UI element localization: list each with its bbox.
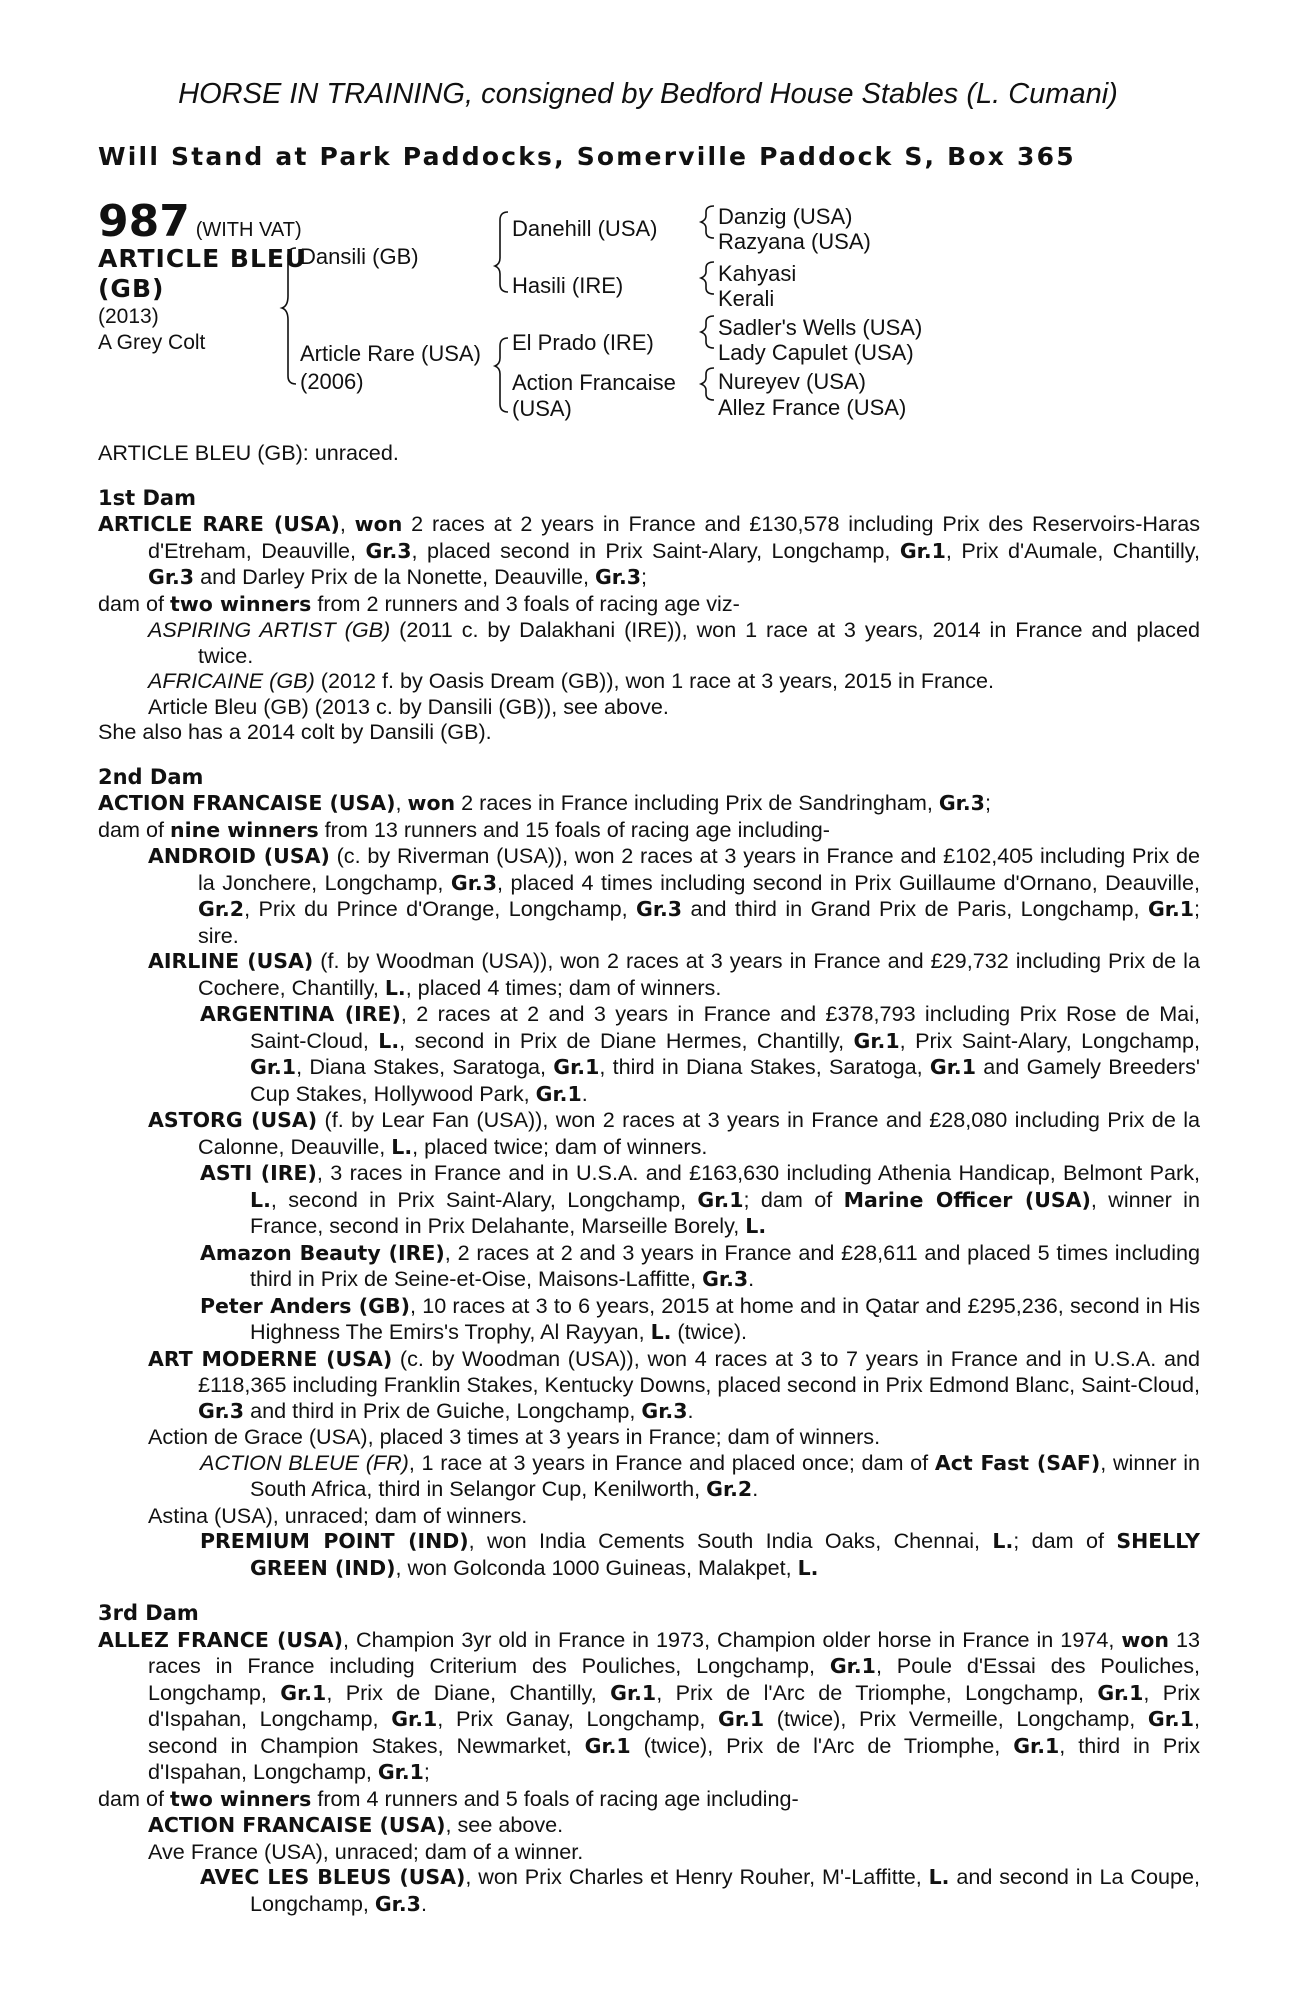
bold-text: Gr.3	[374, 1891, 421, 1916]
stand-location: Will Stand at Park Paddocks, Somerville Paddock S, Box 365	[98, 142, 1076, 171]
bold-text: Gr.3	[148, 565, 195, 589]
bold-text: two winners	[170, 1786, 312, 1811]
pedigree-dam-dam: Action Francaise	[512, 370, 676, 395]
text-run: ,	[395, 790, 408, 815]
text-run: 13 races in France including Criterium des Pouliches, Longchamp,	[148, 1626, 1200, 1678]
bold-text: nine winners	[170, 817, 319, 842]
pedigree-dam-year: (2006)	[300, 369, 364, 394]
bold-text: ART MODERNE (USA)	[148, 1346, 393, 1371]
text-run: .	[687, 1397, 694, 1423]
text-run: , second in Prix de Diane Hermes, Chantilly,	[399, 1027, 854, 1053]
produce-entry	[98, 668, 1200, 694]
text-run: ; dam of	[1013, 1528, 1117, 1553]
text-run: 2 races at 2 years in France and £130,578 including Prix des Reservoirs-Haras d'Etreham, Deauville,	[148, 511, 1200, 563]
bold-text: ACTION FRANCAISE (USA)	[98, 791, 396, 815]
text-run: (c. by Woodman (USA)), won 4 races at 3 to 7 years in France and in U.S.A. and £118,365 including Franklin Stakes, Kentucky Downs, placed second in Prix Edmond Blanc, Saint-Cloud,	[198, 1345, 1200, 1397]
text-run: , won Prix Charles et Henry Rouher, M'-Laffitte,	[465, 1864, 929, 1889]
text-run: , Prix de Diane, Chantilly,	[326, 1679, 611, 1705]
horse-description: A Grey Colt	[98, 331, 206, 354]
bold-text: L.	[928, 1865, 950, 1889]
produce-entry	[98, 1528, 1200, 1581]
text-run: (c. by Riverman (USA)), won 2 races at 3 years in France and £102,405 including Prix de la Jonchere, Longchamp,	[198, 843, 1200, 895]
dam-entry	[98, 790, 1200, 817]
text-run: (f. by Lear Fan (USA)), won 2 races at 3 years in France and £28,080 including Prix de la Calonne, Deauville,	[198, 1107, 1200, 1159]
text-run: and Darley Prix de la Nonette, Deauville,	[194, 564, 595, 589]
text-run: She also has a 2014 colt by Dansili (GB).	[98, 719, 492, 744]
text-run: ;	[641, 564, 648, 589]
bold-text: won	[354, 512, 403, 536]
horse-name: ARTICLE BLEU	[98, 244, 307, 273]
bold-text: Gr.1	[250, 1055, 297, 1079]
produce-entry	[98, 843, 1200, 948]
pedigree-g7: Nureyev (USA)	[718, 369, 866, 394]
produce-entry	[98, 1424, 1200, 1450]
bold-text: Gr.1	[718, 1707, 765, 1731]
vat-note: (WITH VAT)	[195, 219, 302, 241]
text-run: , won India Cements South India Oaks, Chennai,	[468, 1528, 993, 1553]
third-dam-heading: 3rd Dam	[98, 1601, 199, 1625]
italic-text: ACTION BLEUE (FR)	[200, 1449, 409, 1475]
bold-text: PREMIUM POINT (IND)	[200, 1529, 469, 1553]
text-run: , placed second in Prix Saint-Alary, Longchamp,	[411, 537, 900, 563]
text-run: .	[752, 1476, 759, 1501]
produce-entry	[98, 1346, 1200, 1425]
horse-country: (GB)	[98, 274, 165, 303]
produce-summary	[98, 591, 1200, 618]
text-run: (f. by Woodman (USA)), won 2 races at 3 years in France and £29,732 including Prix de la Cochere, Chantilly,	[198, 948, 1200, 1000]
text-run: , third in Diana Stakes, Saratoga,	[599, 1054, 930, 1079]
text-run: ; sire.	[198, 896, 1201, 948]
bold-text: L.	[378, 1028, 400, 1053]
produce-entry	[98, 1293, 1200, 1346]
bold-text: ALLEZ FRANCE (USA)	[98, 1627, 343, 1652]
text-run: Action de Grace (USA), placed 3 times at 3 years in France; dam of winners.	[148, 1424, 881, 1449]
text-run: and second in La Coupe, Longchamp,	[250, 1864, 1200, 1916]
text-run: , third in Prix d'Ispahan, Longchamp,	[148, 1732, 1201, 1784]
text-run: .	[581, 1080, 588, 1106]
text-run: , placed twice; dam of winners.	[412, 1133, 708, 1159]
pedigree-g2: Razyana (USA)	[718, 229, 871, 254]
text-run: from 13 runners and 15 foals of racing age including-	[318, 816, 830, 842]
text-run: , won Golconda 1000 Guineas, Malakpet,	[395, 1554, 798, 1580]
text-run: , Prix de l'Arc de Triomphe, Longchamp,	[656, 1679, 1098, 1705]
dam-entry	[98, 1627, 1200, 1786]
text-run: .	[420, 1890, 427, 1916]
bold-text: ASTI (IRE)	[200, 1161, 317, 1185]
bold-text: won	[407, 791, 456, 815]
pedigree-dam: Article Rare (USA)	[300, 341, 481, 366]
produce-entry	[98, 1864, 1200, 1917]
bold-text: L.	[745, 1214, 767, 1238]
text-run: , placed 4 times; dam of winners.	[405, 974, 722, 1000]
bold-text: Gr.1	[377, 1760, 424, 1784]
text-run: (twice), Prix de l'Arc de Triomphe,	[630, 1732, 1014, 1758]
bold-text: L.	[992, 1529, 1014, 1553]
produce-summary	[98, 1786, 1200, 1813]
text-run: , Prix d'Ispahan, Longchamp,	[148, 1679, 1200, 1731]
bold-text: Gr.3	[938, 791, 985, 815]
bold-text: L.	[384, 975, 406, 1000]
text-run: , placed 4 times including second in Prix Guillaume d'Ornano, Deauville,	[496, 869, 1200, 895]
text-run: , Champion 3yr old in France in 1973, Champion older horse in France in 1974,	[343, 1626, 1122, 1652]
lot-number: 987	[98, 196, 190, 247]
bold-text: Gr.3	[365, 538, 412, 563]
text-run: , Prix Saint-Alary, Longchamp,	[899, 1027, 1200, 1053]
pedigree-sire-dam: Hasili (IRE)	[512, 273, 624, 298]
text-run: , see above.	[445, 1812, 564, 1837]
text-run: (2012 f. by Oasis Dream (GB)), won 1 race at 3 years, 2015 in France.	[314, 668, 995, 693]
italic-text: ASPIRING ARTIST (GB)	[148, 617, 391, 642]
bold-text: ASTORG (USA)	[148, 1108, 318, 1132]
pedigree-notes	[98, 440, 1200, 1917]
bold-text: Gr.2	[706, 1477, 753, 1501]
bold-text: Gr.1	[610, 1680, 657, 1705]
text-run: ;	[984, 790, 991, 815]
text-run: Article Bleu (GB) (2013 c. by Dansili (GB)), see above.	[148, 693, 669, 719]
bold-text: Gr.3	[702, 1267, 749, 1291]
bold-text: Gr.1	[1147, 897, 1195, 921]
bold-text: Gr.2	[198, 897, 245, 921]
text-run: ; dam of	[743, 1186, 844, 1212]
unraced-note: ARTICLE BLEU (GB): unraced.	[98, 440, 399, 465]
text-run: , winner in France, second in Prix Delahante, Marseille Borely,	[250, 1186, 1200, 1238]
bold-text: Gr.1	[553, 1055, 600, 1079]
text-run: , 10 races at 3 to 6 years, 2015 at home and in Qatar and £295,236, second in His Highness The Emirs's Trophy, Al Rayyan,	[250, 1292, 1200, 1344]
bold-text: ACTION FRANCAISE (USA)	[148, 1813, 446, 1837]
text-run: dam of	[98, 816, 171, 842]
text-run: Ave France (USA), unraced; dam of a winner.	[148, 1838, 584, 1864]
produce-entry	[98, 1503, 1200, 1529]
bold-text: Gr.1	[584, 1733, 631, 1758]
bold-text: AIRLINE (USA)	[148, 949, 314, 973]
bold-text: ARTICLE RARE (USA)	[98, 512, 340, 536]
text-run: , Prix Ganay, Longchamp,	[437, 1706, 719, 1731]
pedigree-g4: Kerali	[718, 286, 775, 311]
text-run: 2 races in France including Prix de Sandringham,	[455, 790, 939, 815]
bold-text: Gr.1	[697, 1187, 744, 1212]
produce-entry	[98, 1812, 1200, 1839]
text-run: (twice).	[671, 1319, 748, 1344]
text-run: , Diana Stakes, Saratoga,	[296, 1054, 554, 1079]
second-dam-heading: 2nd Dam	[98, 764, 204, 789]
text-run: , 2 races at 2 and 3 years in France and £378,793 including Prix Rose de Mai, Saint-Cloud,	[250, 1001, 1200, 1053]
text-run: (2011 c. by Dalakhani (IRE)), won 1 race at 3 years, 2014 in France and placed twice.	[198, 617, 1200, 668]
bold-text: ARGENTINA (IRE)	[200, 1002, 401, 1026]
bold-text: ANDROID (USA)	[148, 844, 330, 868]
text-run: from 4 runners and 5 foals of racing age including-	[311, 1785, 799, 1811]
bold-text: Gr.1	[929, 1055, 976, 1079]
pedigree-sire-sire: Danehill (USA)	[512, 216, 658, 241]
text-run: ,	[339, 511, 355, 536]
italic-text: AFRICAINE (GB)	[148, 668, 315, 693]
text-run: from 2 runners and 3 foals of racing age viz-	[311, 590, 740, 616]
produce-note	[98, 719, 1200, 745]
bold-text: two winners	[170, 591, 312, 616]
first-dam-heading: 1st Dam	[98, 485, 196, 510]
bold-text: SHELLY GREEN (IND)	[250, 1529, 1201, 1580]
bold-text: Gr.1	[280, 1680, 327, 1705]
text-run: and third in Grand Prix de Paris, Longchamp,	[682, 896, 1148, 921]
bold-text: AVEC LES BLEUS (USA)	[200, 1865, 466, 1889]
text-run: , 1 race at 3 years in France and placed once; dam of	[408, 1449, 935, 1475]
text-run: , winner in South Africa, third in Selangor Cup, Kenilworth,	[250, 1449, 1201, 1501]
produce-entry	[98, 1240, 1200, 1293]
produce-entry	[98, 1450, 1200, 1503]
produce-entry	[98, 617, 1200, 668]
bold-text: Gr.1	[1013, 1733, 1060, 1758]
bold-text: Gr.3	[450, 870, 497, 895]
bold-text: Gr.3	[636, 897, 683, 921]
produce-summary	[98, 817, 1200, 844]
bold-text: Gr.3	[198, 1398, 245, 1423]
bold-text: Gr.1	[391, 1707, 438, 1731]
text-run: , second in Prix Saint-Alary, Longchamp,	[270, 1186, 698, 1212]
pedigree-g1: Danzig (USA)	[718, 204, 853, 229]
text-run: and third in Prix de Guiche, Longchamp,	[244, 1397, 642, 1423]
foaling-year: (2013)	[98, 305, 159, 328]
bold-text: L.	[650, 1320, 672, 1344]
produce-entry	[98, 1001, 1200, 1107]
pedigree-dam-dam-country: (USA)	[512, 396, 572, 421]
bold-text: won	[1121, 1627, 1169, 1652]
bold-text: Marine Officer (USA)	[843, 1187, 1091, 1212]
text-run: ;	[423, 1759, 430, 1784]
text-run: dam of	[98, 590, 171, 616]
text-run: , 2 races at 2 and 3 years in France and £28,611 and placed 5 times including third in Prix de Seine-et-Oise, Maisons-Laffitte,	[250, 1239, 1201, 1291]
text-run: Astina (USA), unraced; dam of winners.	[148, 1502, 528, 1528]
text-run: dam of	[98, 1785, 171, 1811]
bold-text: Gr.3	[641, 1398, 688, 1423]
text-run: and Gamely Breeders' Cup Stakes, Hollywood Park,	[250, 1054, 1200, 1106]
bold-text: Gr.1	[535, 1081, 582, 1106]
page-header: HORSE IN TRAINING, consigned by Bedford House Stables (L. Cumani)	[178, 78, 1118, 110]
bold-text: L.	[250, 1187, 271, 1212]
bold-text: Gr.1	[1097, 1680, 1144, 1705]
produce-entry	[98, 1160, 1200, 1240]
text-run: , Prix d'Aumale, Chantilly,	[945, 537, 1201, 563]
produce-entry	[98, 948, 1200, 1001]
pedigree-g8: Allez France (USA)	[718, 395, 907, 420]
bold-text: Peter Anders (GB)	[200, 1293, 410, 1318]
produce-entry	[98, 1107, 1200, 1160]
bold-text: Amazon Beauty (IRE)	[200, 1240, 445, 1265]
text-run: , Poule d'Essai des Pouliches, Longchamp,	[148, 1653, 1201, 1705]
text-run: , Prix du Prince d'Orange, Longchamp,	[244, 896, 636, 921]
text-run: , second in Champion Stakes, Newmarket,	[148, 1706, 1200, 1758]
pedigree-g6: Lady Capulet (USA)	[718, 340, 914, 365]
pedigree-sire: Dansili (GB)	[300, 244, 419, 269]
bold-text: Gr.1	[1147, 1707, 1194, 1731]
text-run: .	[748, 1266, 755, 1291]
text-run: , 3 races in France and in U.S.A. and £163,630 including Athenia Handicap, Belmont Park,	[316, 1160, 1200, 1185]
produce-entry	[98, 694, 1200, 720]
dam-entry	[98, 511, 1200, 591]
bold-text: Gr.1	[829, 1654, 876, 1678]
text-run: (twice), Prix Vermeille, Longchamp,	[764, 1706, 1148, 1731]
bold-text: Gr.1	[899, 538, 946, 563]
bold-text: Act Fast (SAF)	[934, 1450, 1101, 1475]
bold-text: Gr.3	[594, 565, 642, 589]
pedigree-dam-sire: El Prado (IRE)	[512, 330, 654, 355]
bold-text: Gr.1	[853, 1028, 900, 1053]
bold-text: L.	[797, 1555, 819, 1580]
pedigree-g3: Kahyasi	[718, 261, 797, 286]
pedigree-g5: Sadler's Wells (USA)	[718, 315, 923, 340]
bold-text: L.	[391, 1134, 413, 1159]
produce-entry	[98, 1839, 1200, 1865]
